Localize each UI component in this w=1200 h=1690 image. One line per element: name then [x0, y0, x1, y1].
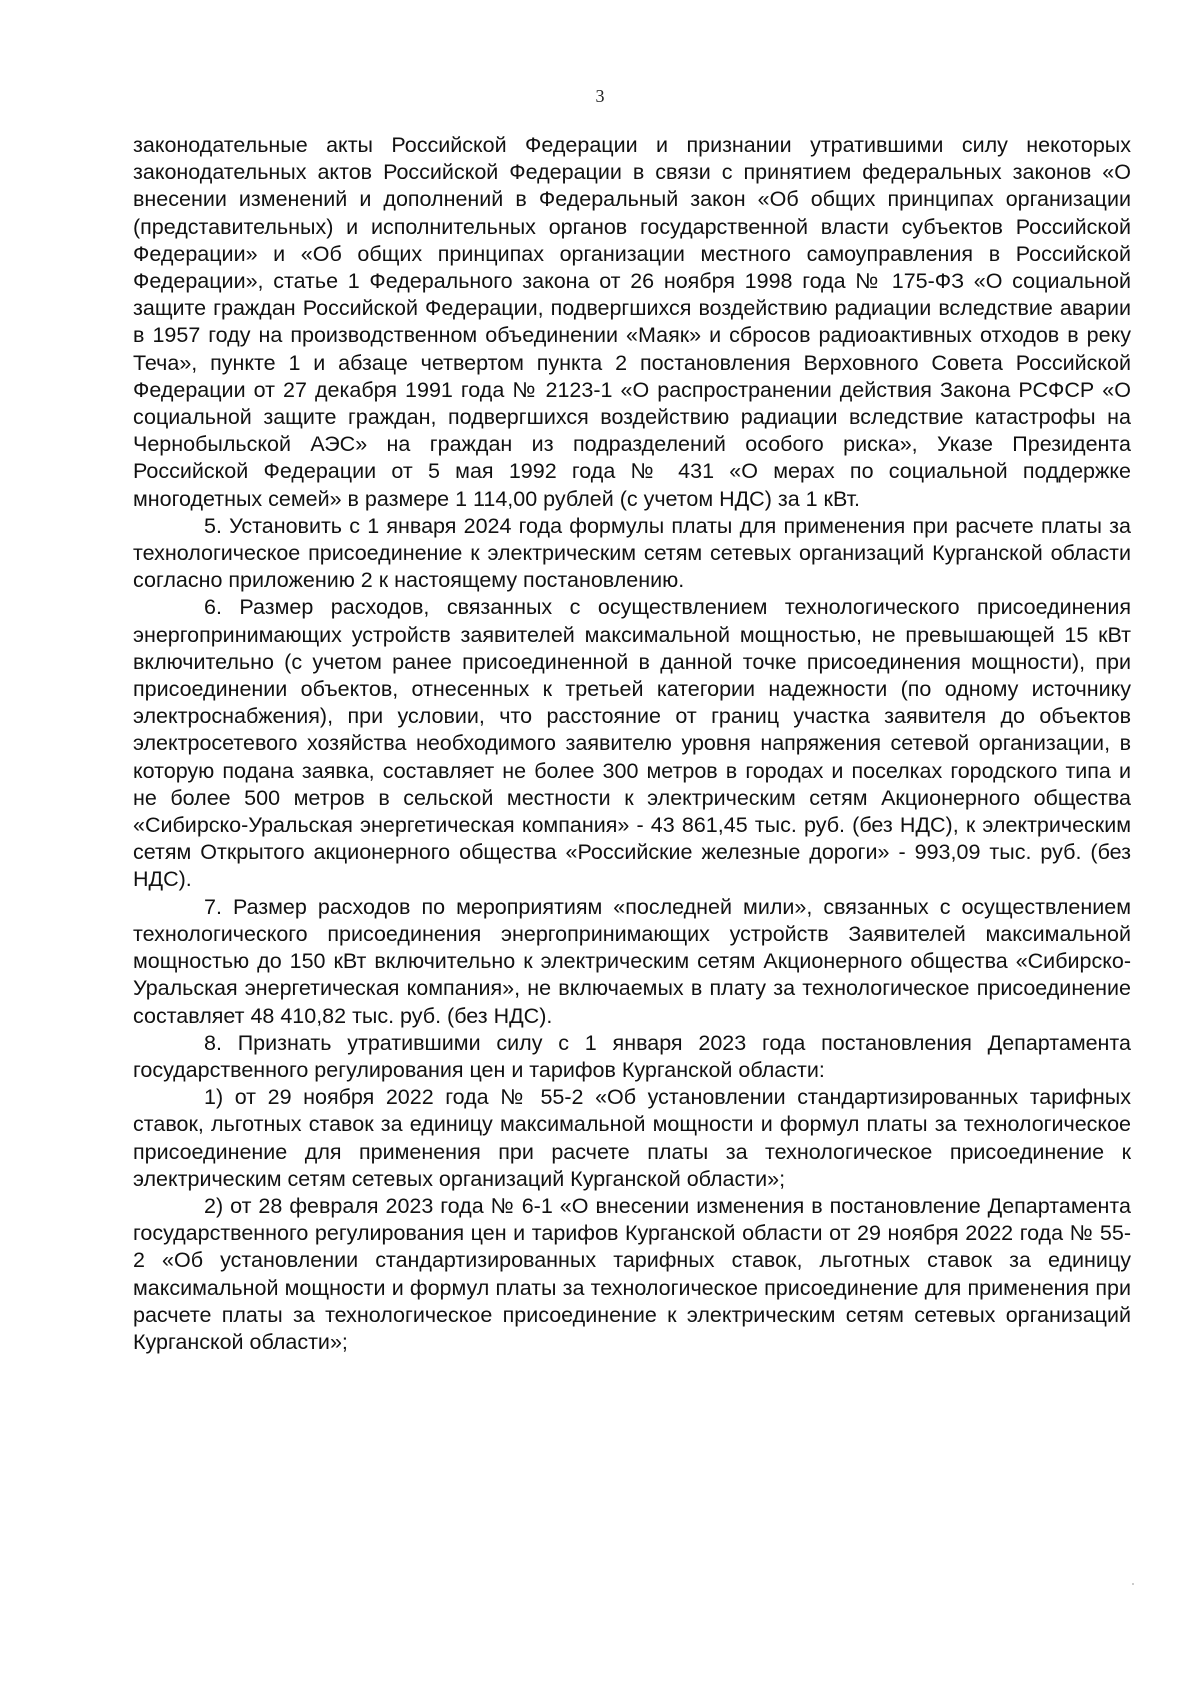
- paragraph-item-7: 7. Размер расходов по мероприятиям «последней мили», связанных с осуществлением технологического присоединения энергопринимающих устройств Заявителей максимальной мощностью до 150 кВт включительно к электрическим сетям Акционерного общества «Сибирско-Уральская энергетическая компания», не включаемых в плату за технологическое присоединение составляет 48 410,82 тыс. руб. (без НДС).: [133, 894, 1131, 1028]
- paragraph-subitem-2: 2) от 28 февраля 2023 года № 6-1 «О внесении изменения в постановление Департамента государственного регулирования цен и тарифов Курганской области от 29 ноября 2022 года № 55-2 «Об установлении стандартизированных тарифных ставок, льготных ставок за единицу максимальной мощности и формул платы за технологическое присоединение для применения при расчете платы за технологическое присоединение к электрическим сетям сетевых организаций Курганской области»;: [133, 1193, 1131, 1354]
- paragraph-subitem-1: 1) от 29 ноября 2022 года № 55-2 «Об установлении стандартизированных тарифных ставок, льготных ставок за единицу максимальной мощности и формул платы за технологическое присоединение для применения при расчете платы за технологическое присоединение к электрическим сетям сетевых организаций Курганской области»;: [133, 1085, 1131, 1191]
- paragraph-item-6: 6. Размер расходов, связанных с осуществлением технологического присоединения энергопринимающих устройств заявителей максимальной мощностью, не превышающей 15 кВт включительно (с учетом ранее присоединенной в данной точке присоединения мощности), при присоединении объектов, отнесенных к третьей категории надежности (по одному источнику электроснабжения), при условии, что расстояние от границ участка заявителя до объектов электросетевого хозяйства необходимого заявителю уровня напряжения сетевой организации, в которую подана заявка, составляет не более 300 метров в городах и поселках городского типа и не более 500 метров в сельской местности к электрическим сетям Акционерного общества «Сибирско-Уральская энергетическая компания» - 43 861,45 тыс. руб. (без НДС), к электрическим сетям Открытого акционерного общества «Российские железные дороги» - 993,09 тыс. руб. (без НДС).: [133, 595, 1131, 892]
- scan-artifact: [1132, 1583, 1134, 1585]
- paragraph-continuation: законодательные акты Российской Федерации и признании утратившими силу некоторых законодательных актов Российской Федерации в связи с принятием федеральных законов «О внесении изменений и дополнений в Федеральный закон «Об общих принципах организации (представительных) и исполнительных органов государственной власти субъектов Российской Федерации» и «Об общих принципах организации местного самоуправления в Российской Федерации», статье 1 Федерального закона от 26 ноября 1998 года № 175-ФЗ «О социальной защите граждан Российской Федерации, подвергшихся воздействию радиации вследствие аварии в 1957 году на производственном объединении «Маяк» и сбросов радиоактивных отходов в реку Теча», пункте 1 и абзаце четвертом пункта 2 постановления Верховного Совета Российской Федерации от 27 декабря 1991 года № 2123-1 «О распространении действия Закона РСФСР «О социальной защите граждан, подвергшихся воздействию радиации вследствие катастрофы на Чернобыльской АЭС» на граждан из подразделений особого риска», Указе Президента Российской Федерации от 5 мая 1992 года № 431 «О мерах по социальной поддержке многодетных семей» в размере 1 114,00 рублей (с учетом НДС) за 1 кВт.: [133, 133, 1131, 511]
- paragraph-item-5: 5. Установить с 1 января 2024 года формулы платы для применения при расчете платы за технологическое присоединение к электрическим сетям сетевых организаций Курганской области согласно приложению 2 к настоящему постановлению.: [133, 513, 1131, 593]
- document-body: [133, 132, 1131, 1356]
- paragraph-item-8: 8. Признать утратившими силу с 1 января 2023 года постановления Департамента государственного регулирования цен и тарифов Курганской области:: [133, 1030, 1131, 1082]
- page-number: 3: [595, 86, 605, 106]
